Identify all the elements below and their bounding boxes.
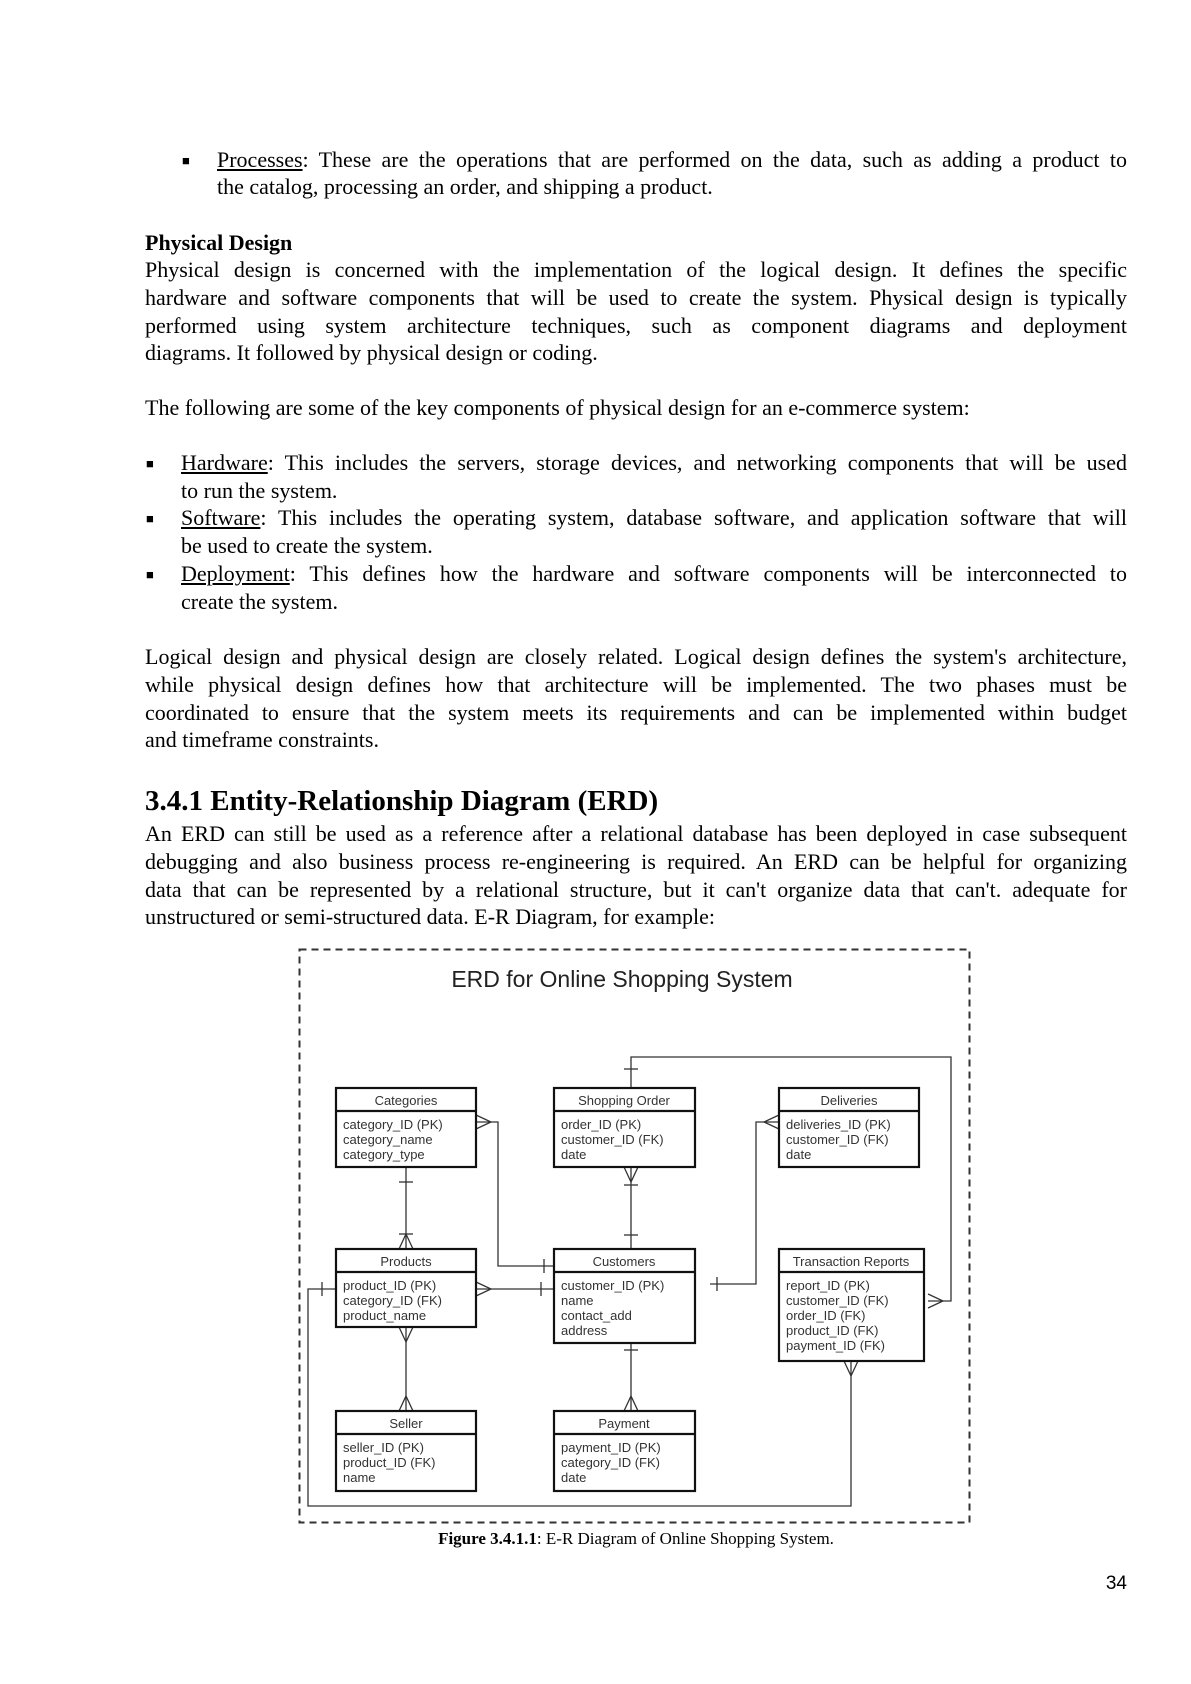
bullet-processes-line1: Processes: These are the operations that are performed on the data, such as adding a product to — [217, 147, 1127, 172]
entity-customers — [554, 1249, 695, 1343]
diagram-title: ERD for Online Shopping System — [451, 966, 793, 992]
figure-caption — [0, 1529, 1191, 1549]
entity-title: Seller — [389, 1416, 423, 1431]
bullet-term: Hardware — [181, 450, 268, 475]
bullet-marker: ■ — [146, 511, 154, 526]
entity-attr: payment_ID (FK) — [786, 1338, 885, 1353]
paragraph-line: data that can be represented by a relational structure, but it can't organize data that can't. adequate for — [145, 877, 1127, 902]
entity-title: Payment — [598, 1416, 650, 1431]
entity-title: Shopping Order — [578, 1093, 670, 1108]
bullet-hardware-line1: Hardware: This includes the servers, storage devices, and networking components that will be used — [181, 450, 1127, 475]
entity-attr: date — [561, 1147, 587, 1162]
entity-attr: category_name — [343, 1132, 433, 1147]
entity-attr: customer_ID (FK) — [786, 1132, 889, 1147]
entity-title: Transaction Reports — [792, 1254, 910, 1269]
caption-text: : E-R Diagram of Online Shopping System. — [536, 1529, 834, 1548]
paragraph-line: coordinated to ensure that the system meets its requirements and can be implemented within budget — [145, 700, 1127, 725]
bullet-marker: ■ — [146, 567, 154, 582]
bullet-deployment-line1: Deployment: This defines how the hardware and software components will be interconnected to — [181, 561, 1127, 586]
section-heading-physical-design: Physical Design — [145, 230, 293, 255]
entity-title: Deliveries — [820, 1093, 878, 1108]
erd-diagram — [298, 948, 972, 1524]
bullet-software-line2: be used to create the system. — [181, 533, 433, 558]
entity-attr: payment_ID (PK) — [561, 1440, 661, 1455]
entity-deliveries — [779, 1088, 919, 1167]
entity-attr: customer_ID (FK) — [561, 1132, 664, 1147]
entity-attr: contact_add — [561, 1308, 632, 1323]
bullet-term: Processes — [217, 147, 303, 172]
entity-attr: name — [343, 1470, 376, 1485]
entity-transaction-reports — [779, 1249, 924, 1361]
entity-attr: product_ID (PK) — [343, 1278, 437, 1293]
entity-attr: product_ID (FK) — [343, 1455, 436, 1470]
entity-attr: customer_ID (PK) — [561, 1278, 665, 1293]
entity-attr: category_ID (PK) — [343, 1117, 443, 1132]
entity-shopping-order — [554, 1088, 695, 1167]
entity-attr: product_ID (FK) — [786, 1323, 879, 1338]
entity-attr: product_name — [343, 1308, 427, 1323]
bullet-deployment-line2: create the system. — [181, 589, 338, 614]
entity-attr: category_ID (FK) — [343, 1293, 442, 1308]
entity-attr: order_ID (FK) — [786, 1308, 866, 1323]
paragraph-line: performed using system architecture techniques, such as component diagrams and deployment — [145, 313, 1127, 338]
paragraph-line: and timeframe constraints. — [145, 727, 379, 752]
entity-attr: seller_ID (PK) — [343, 1440, 424, 1455]
paragraph-line: Physical design is concerned with the implementation of the logical design. It defines the specific — [145, 257, 1127, 282]
entity-attr: name — [561, 1293, 594, 1308]
bullet-marker: ■ — [182, 153, 190, 168]
entity-attr: address — [561, 1323, 608, 1338]
bullet-software-line1: Software: This includes the operating system, database software, and application software that will — [181, 505, 1127, 530]
entity-seller — [336, 1411, 476, 1491]
section-heading-erd: 3.4.1 Entity-Relationship Diagram (ERD) — [145, 785, 659, 817]
entity-attr: report_ID (PK) — [786, 1278, 870, 1293]
page-number: 34 — [1105, 1573, 1127, 1594]
entity-payment — [554, 1411, 695, 1491]
entity-attr: date — [786, 1147, 812, 1162]
entity-products — [336, 1249, 476, 1327]
caption-label: Figure 3.4.1.1 — [438, 1529, 537, 1548]
list-intro: The following are some of the key components of physical design for an e-commerce system: — [145, 395, 970, 420]
paragraph-line: while physical design defines how that architecture will be implemented. The two phases must be — [145, 672, 1127, 697]
entity-attr: deliveries_ID (PK) — [786, 1117, 891, 1132]
entity-title: Customers — [592, 1254, 656, 1269]
entity-attr: category_type — [343, 1147, 425, 1162]
paragraph-line: Logical design and physical design are closely related. Logical design defines the system's architecture, — [145, 644, 1127, 669]
entity-title: Products — [380, 1254, 432, 1269]
entity-categories — [336, 1088, 476, 1167]
entity-attr: category_ID (FK) — [561, 1455, 660, 1470]
entity-attr: order_ID (PK) — [561, 1117, 642, 1132]
paragraph-line: hardware and software components that will be used to create the system. Physical design is typically — [145, 285, 1127, 310]
bullet-hardware-line2: to run the system. — [181, 478, 338, 503]
bullet-marker: ■ — [146, 456, 154, 471]
entity-title: Categories — [374, 1093, 438, 1108]
bullet-processes-line2: the catalog, processing an order, and shipping a product. — [217, 174, 713, 199]
paragraph-line: unstructured or semi-structured data. E-R Diagram, for example: — [145, 904, 715, 929]
entity-attr: customer_ID (FK) — [786, 1293, 889, 1308]
paragraph-line: An ERD can still be used as a reference after a relational database has been deployed in case subsequent — [145, 821, 1127, 846]
paragraph-line: debugging and also business process re-engineering is required. An ERD can be helpful for organizing — [145, 849, 1127, 874]
bullet-term: Deployment — [181, 561, 290, 586]
bullet-term: Software — [181, 505, 261, 530]
paragraph-line: diagrams. It followed by physical design or coding. — [145, 340, 598, 365]
entity-attr: date — [561, 1470, 587, 1485]
